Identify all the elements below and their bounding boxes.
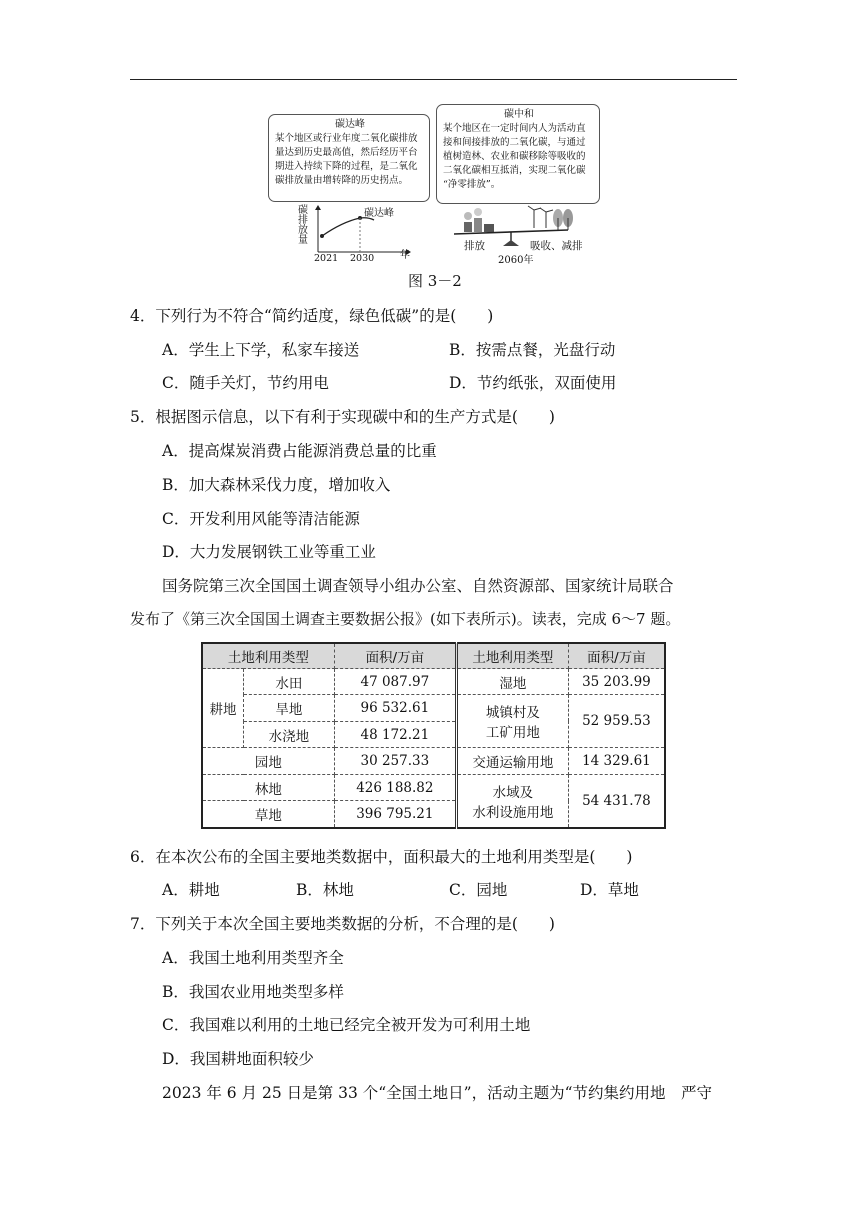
- table-cell: 水田: [244, 669, 335, 695]
- q6-option-c: C．园地: [449, 881, 508, 899]
- graph-xtick: 2021: [314, 253, 339, 264]
- header-rule: [130, 79, 737, 80]
- figure-caption: 图 3－2: [408, 272, 462, 290]
- table-header-row: [202, 643, 665, 669]
- carbon-neutral-box: [436, 104, 600, 204]
- table-cell: 耕地: [202, 669, 244, 748]
- table-cell: 旱地: [244, 695, 335, 721]
- carbon-peak-line: 某个地区或行业年度二氧化碳排放: [275, 133, 418, 144]
- table-header: 面积/万亩: [334, 643, 456, 669]
- q5-option-c: C．开发利用风能等清洁能源: [162, 510, 360, 528]
- scale-year: 2060年: [498, 255, 534, 266]
- question-6-stem: 6．在本次公布的全国主要地类数据中，面积最大的土地利用类型是( ): [130, 848, 633, 866]
- table-cell: 湿地: [456, 669, 568, 695]
- q5-option-b: B．加大森林采伐力度，增加收入: [162, 476, 391, 494]
- carbon-peak-line: 量达到历史最高值，然后经历平台: [275, 147, 418, 158]
- q6-option-a: A．耕地: [162, 881, 220, 899]
- graph-peak-label: 碳达峰: [364, 208, 394, 219]
- q5-option-d: D．大力发展钢铁工业等重工业: [162, 543, 376, 561]
- table-cell: 交通运输用地: [456, 748, 568, 774]
- table-cell: 96 532.61: [334, 695, 456, 721]
- carbon-neutral-line: 某个地区在一定时间内人为活动直: [443, 123, 586, 134]
- q7-option-a: A．我国土地利用类型齐全: [162, 949, 344, 967]
- q7-option-d: D．我国耕地面积较少: [162, 1050, 314, 1068]
- carbon-peak-line: 期进入持续下降的过程，是二氧化: [275, 161, 418, 172]
- carbon-peak-line: 碳排放量由增转降的历史拐点。: [275, 175, 409, 186]
- scale-right-label: 吸收、减排: [530, 240, 583, 252]
- q7-option-b: B．我国农业用地类型多样: [162, 983, 344, 1001]
- intro-line: 发布了《第三次全国国土调查主要数据公报》(如下表所示)。读表，完成 6～7 题。: [130, 610, 681, 628]
- carbon-figure: [268, 100, 600, 268]
- table-cell: 城镇村及 工矿用地: [456, 695, 568, 748]
- table-cell: 14 329.61: [568, 748, 665, 774]
- question-5-stem: 5．根据图示信息，以下有利于实现碳中和的生产方式是( ): [130, 408, 555, 426]
- question-4-stem: 4．下列行为不符合“简约适度，绿色低碳”的是( ): [130, 307, 494, 325]
- q4-option-d: D．节约纸张，双面使用: [449, 374, 617, 392]
- carbon-neutral-line: 接和间接排放的二氧化碳，与通过: [443, 137, 586, 148]
- q7-option-c: C．我国难以利用的土地已经完全被开发为可利用土地: [162, 1016, 531, 1034]
- table-cell: 47 087.97: [334, 669, 456, 695]
- table-header: 面积/万亩: [568, 643, 665, 669]
- carbon-neutral-line: “净零排放”。: [443, 179, 501, 190]
- table-header: 土地利用类型: [456, 643, 568, 669]
- table-row: [202, 774, 665, 800]
- graph-xtick: 2030: [350, 253, 375, 264]
- table-row: [202, 695, 665, 721]
- carbon-peak-box: [268, 114, 430, 202]
- table-cell: 54 431.78: [568, 774, 665, 828]
- carbon-neutral-title: 碳中和: [504, 109, 534, 120]
- table-cell: 52 959.53: [568, 695, 665, 748]
- table-cell: 林地: [202, 774, 334, 800]
- table-cell: 48 172.21: [334, 721, 456, 747]
- graph-xlabel: 年: [400, 250, 410, 261]
- question-7-stem: 7．下列关于本次全国主要地类数据的分析，不合理的是( ): [130, 915, 555, 933]
- carbon-peak-title: 碳达峰: [335, 119, 365, 130]
- land-use-table: [201, 642, 666, 829]
- q5-option-a: A．提高煤炭消费占能源消费总量的比重: [162, 442, 437, 460]
- table-cell: 水域及 水利设施用地: [456, 774, 568, 828]
- table-cell: 396 795.21: [334, 801, 456, 828]
- table-row: [202, 748, 665, 774]
- carbon-neutral-line: 植树造林、农业和碳移除等吸收的: [443, 151, 586, 162]
- q6-option-b: B．林地: [296, 881, 354, 899]
- q4-option-a: A．学生上下学，私家车接送: [162, 341, 360, 359]
- table-header: 土地利用类型: [202, 643, 334, 669]
- scale-left-label: 排放: [464, 240, 485, 252]
- table-cell: 30 257.33: [334, 748, 456, 774]
- table-cell: 426 188.82: [334, 774, 456, 800]
- table-cell: 水浇地: [244, 721, 335, 747]
- graph-ylabel: 碳 排 放 量: [298, 205, 308, 246]
- q6-option-d: D．草地: [580, 881, 639, 899]
- q4-option-c: C．随手关灯，节约用电: [162, 374, 329, 392]
- table-cell: 35 203.99: [568, 669, 665, 695]
- carbon-neutral-line: 二氧化碳相互抵消，实现二氧化碳: [443, 165, 586, 176]
- q4-option-b: B．按需点餐，光盘行动: [449, 341, 616, 359]
- tail-paragraph: 2023 年 6 月 25 日是第 33 个“全国土地日”，活动主题为“节约集约用地 严守: [162, 1084, 713, 1102]
- table-cell: 园地: [202, 748, 334, 774]
- table-cell: 草地: [202, 801, 334, 828]
- table-row: [202, 669, 665, 695]
- intro-line: 国务院第三次全国国土调查领导小组办公室、自然资源部、国家统计局联合: [162, 577, 674, 595]
